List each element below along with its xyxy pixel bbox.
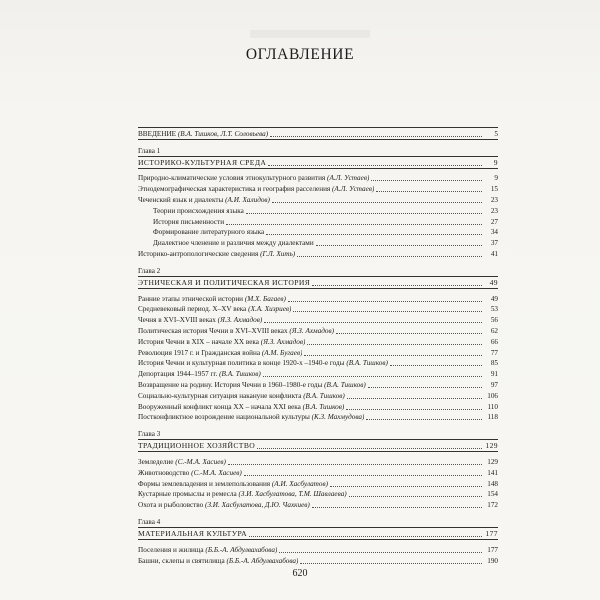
entry-author: (К.З. Махмудова) — [311, 413, 365, 422]
toc-subentry — [138, 216, 498, 227]
entry-title: Ранние этапы этнической истории — [138, 294, 244, 303]
dot-leader — [288, 294, 482, 302]
dot-leader — [366, 412, 482, 420]
entry-title: Политическая история Чечни в XVI–XVIII веках — [138, 326, 288, 335]
entry-page: 129 — [487, 457, 498, 466]
entry-author: (М.Х. Багаев) — [244, 294, 286, 303]
chapter-2-page: 49 — [489, 277, 498, 287]
toc-entry — [138, 293, 498, 304]
toc-entry — [138, 347, 498, 358]
entry-title: Чечня в XVI–XVIII веках — [138, 316, 216, 325]
subentry-title: Диалектное членение и различия между диалектами — [153, 239, 314, 248]
entry-title: Средневековый период. X–XV века — [138, 305, 247, 314]
toc-entry — [138, 478, 498, 489]
dot-leader — [246, 206, 482, 214]
toc-entry — [138, 544, 498, 555]
entry-title: Природно-климатические условия этнокультурного развития — [138, 174, 326, 183]
toc-entry — [138, 325, 498, 336]
toc-entry — [138, 304, 498, 315]
entry-page: 66 — [490, 337, 498, 346]
entry-title: Земледелие — [138, 457, 174, 466]
toc-subentry — [138, 227, 498, 238]
entry-title: Охота и рыболовство — [138, 501, 204, 510]
toc-subentry — [138, 237, 498, 248]
entry-author: (С.-М.А. Хасиев) — [175, 457, 226, 466]
entry-author: (Я.З. Ахмадов) — [289, 326, 334, 335]
entry-page: 172 — [487, 501, 498, 510]
entry-title: Этнодемографическая характеристика и география расселения — [138, 185, 331, 194]
dot-leader — [371, 173, 482, 181]
subentry-page: 27 — [490, 217, 498, 226]
subentry-page: 34 — [490, 228, 498, 237]
toc-intro — [138, 128, 498, 139]
dot-leader — [300, 556, 482, 564]
entry-page: 106 — [487, 391, 498, 400]
toc-entry — [138, 467, 498, 478]
entry-author: (В.А. Тишков) — [303, 391, 345, 400]
dot-leader — [330, 479, 482, 487]
entry-title: История Чечни и культурная политика в конце 1920-х –1940-е годы — [138, 359, 345, 368]
chapter-3-title: ТРАДИЦИОННОЕ ХОЗЯЙСТВО — [138, 441, 256, 451]
toc-entry — [138, 390, 498, 401]
entry-page: 110 — [487, 402, 498, 411]
toc-entry — [138, 183, 498, 194]
bleed-through-smudge — [250, 30, 370, 38]
toc-entry — [138, 412, 498, 423]
entry-author: (Г.Л. Хить) — [260, 249, 296, 258]
dot-leader — [272, 195, 482, 203]
entry-title: Формы землевладения и землепользования — [138, 479, 271, 488]
entry-page: 190 — [487, 556, 498, 565]
toc-entry — [138, 456, 498, 467]
dot-leader — [293, 304, 482, 312]
intro-title: ВВЕДЕНИЕ — [138, 129, 177, 138]
entry-page: 177 — [487, 545, 498, 554]
entry-author: (С.-М.А. Хасиев) — [191, 468, 242, 477]
chapter-1-label: Глава 1 — [138, 146, 161, 155]
dot-leader — [257, 441, 482, 449]
dot-leader — [316, 238, 482, 246]
entry-author: (А.М. Бугаев) — [261, 348, 303, 357]
entry-title: Историко-антропологические сведения — [138, 249, 259, 258]
entry-page: 41 — [490, 249, 498, 258]
dot-leader — [228, 457, 482, 465]
entry-page: 15 — [490, 185, 498, 194]
dot-leader — [264, 315, 482, 323]
chapter-3-label: Глава 3 — [138, 430, 161, 439]
entry-title: Вооруженный конфликт конца XX – начала XXI века — [138, 402, 301, 411]
entry-page: 85 — [490, 359, 498, 368]
entry-title: Депортация 1944–1957 гг. — [138, 370, 218, 379]
toc-entry — [138, 314, 498, 325]
entry-page: 97 — [490, 380, 498, 389]
dot-leader — [349, 489, 482, 497]
entry-page: 91 — [490, 370, 498, 379]
dot-leader — [263, 369, 482, 377]
subentry-page: 23 — [490, 206, 498, 215]
dot-leader — [244, 468, 482, 476]
page-number: 620 — [292, 568, 308, 579]
entry-author: (З.И. Хасбулатова, Д.Ю. Чахкиев) — [205, 501, 310, 510]
toc-entry — [138, 401, 498, 412]
chapter-3-page: 129 — [485, 441, 498, 451]
dot-leader — [368, 380, 482, 388]
entry-page: 148 — [487, 479, 498, 488]
chapter-2-label: Глава 2 — [138, 266, 161, 275]
subentry-title: Формирование литературного языка — [153, 228, 265, 237]
subentry-title: История письменности — [153, 217, 225, 226]
dot-leader — [390, 358, 482, 366]
chapter-1-heading — [138, 157, 498, 168]
toc-entry — [138, 194, 498, 205]
entry-author: (Х.А. Хизриев) — [248, 305, 292, 314]
entry-author: (В.А. Тишков) — [219, 370, 261, 379]
chapter-1-page: 9 — [493, 157, 498, 167]
entry-title: Животноводство — [138, 468, 190, 477]
entry-author: (В.А. Тишков) — [302, 402, 345, 411]
dot-leader — [297, 249, 482, 257]
dot-leader — [226, 217, 482, 225]
entry-author: (А.И. Хасбулатов) — [271, 479, 328, 488]
toc-entry — [138, 173, 498, 184]
entry-author: (А.Л. Устаев) — [327, 174, 370, 183]
entry-title: Чеченский язык и диалекты — [138, 195, 224, 204]
entry-page: 49 — [490, 294, 498, 303]
dot-leader — [270, 129, 482, 137]
entry-author: (З.И. Хасбулатова, Т.М. Шавлаева) — [238, 490, 347, 499]
entry-title: Революция 1917 г. и Гражданская война — [138, 348, 261, 357]
entry-author: (Я.З. Ахмадов) — [217, 316, 263, 325]
entry-page: 9 — [494, 174, 498, 183]
toc-entry — [138, 489, 498, 500]
dot-leader — [312, 500, 482, 508]
dot-leader — [346, 402, 482, 410]
toc-entry — [138, 379, 498, 390]
toc-entry — [138, 368, 498, 379]
subentry-title: Теории происхождения языка — [153, 206, 244, 215]
entry-author: (Я.З. Ахмадов) — [260, 337, 306, 346]
subentry-page: 37 — [490, 239, 498, 248]
chapter-4-heading — [138, 528, 498, 539]
dot-leader — [249, 529, 482, 537]
toc-subentry — [138, 205, 498, 216]
entry-page: 53 — [490, 305, 498, 314]
entry-title: Социально-культурная ситуация накануне конфликта — [138, 391, 302, 400]
toc-entry — [138, 499, 498, 510]
entry-page: 118 — [487, 413, 498, 422]
entry-author: (В.А. Тишков) — [324, 380, 366, 389]
entry-author: (А.Л. Устаев) — [332, 185, 375, 194]
chapter-3-heading — [138, 440, 498, 451]
entry-title: Башни, склепы и святилища — [138, 556, 225, 565]
entry-title: История Чечни в XIX – начале XX века — [138, 337, 259, 346]
entry-author: (А.И. Халидов) — [225, 195, 270, 204]
table-of-contents — [138, 127, 498, 566]
intro-author: (В.А. Тишков, Л.Т. Соловьева) — [177, 129, 269, 138]
dot-leader — [307, 337, 482, 345]
chapter-4-label: Глава 4 — [138, 518, 161, 527]
entry-page: 154 — [487, 490, 498, 499]
dot-leader — [376, 184, 482, 192]
entry-page: 23 — [490, 195, 498, 204]
dot-leader — [336, 326, 482, 334]
page-title: ОГЛАВЛЕНИЕ — [245, 46, 355, 63]
toc-entry — [138, 248, 498, 259]
entry-author: (В.А. Тишков) — [346, 359, 388, 368]
entry-page: 77 — [490, 348, 498, 357]
entry-page: 56 — [490, 316, 498, 325]
chapter-2-heading — [138, 277, 498, 288]
entry-title: Поселения и жилища — [138, 545, 204, 554]
chapter-4-title: МАТЕРИАЛЬНАЯ КУЛЬТУРА — [138, 528, 247, 538]
entry-author: (Б.Б.-А. Абдулвахабова) — [226, 556, 299, 565]
entry-page: 62 — [490, 326, 498, 335]
entry-page: 141 — [487, 468, 498, 477]
entry-title: Постконфликтное возрождение национальной культуры — [138, 413, 310, 422]
entry-author: (Б.Б.-А. Абдулвахабова) — [205, 545, 278, 554]
chapter-1-title: ИСТОРИКО-КУЛЬТУРНАЯ СРЕДА — [138, 157, 267, 167]
toc-entry — [138, 358, 498, 369]
dot-leader — [312, 278, 482, 286]
dot-leader — [304, 348, 482, 356]
toc-entry — [138, 555, 498, 566]
entry-title: Возвращение на родину. История Чечни в 1960–1980-е годы — [138, 380, 323, 389]
intro-page: 5 — [494, 129, 498, 138]
chapter-2-title: ЭТНИЧЕСКАЯ И ПОЛИТИЧЕСКАЯ ИСТОРИЯ — [138, 277, 311, 287]
entry-title: Кустарные промыслы и ремесла — [138, 490, 237, 499]
dot-leader — [266, 227, 482, 235]
dot-leader — [268, 158, 482, 166]
toc-entry — [138, 336, 498, 347]
dot-leader — [279, 545, 482, 553]
dot-leader — [347, 391, 482, 399]
chapter-4-page: 177 — [485, 528, 498, 538]
